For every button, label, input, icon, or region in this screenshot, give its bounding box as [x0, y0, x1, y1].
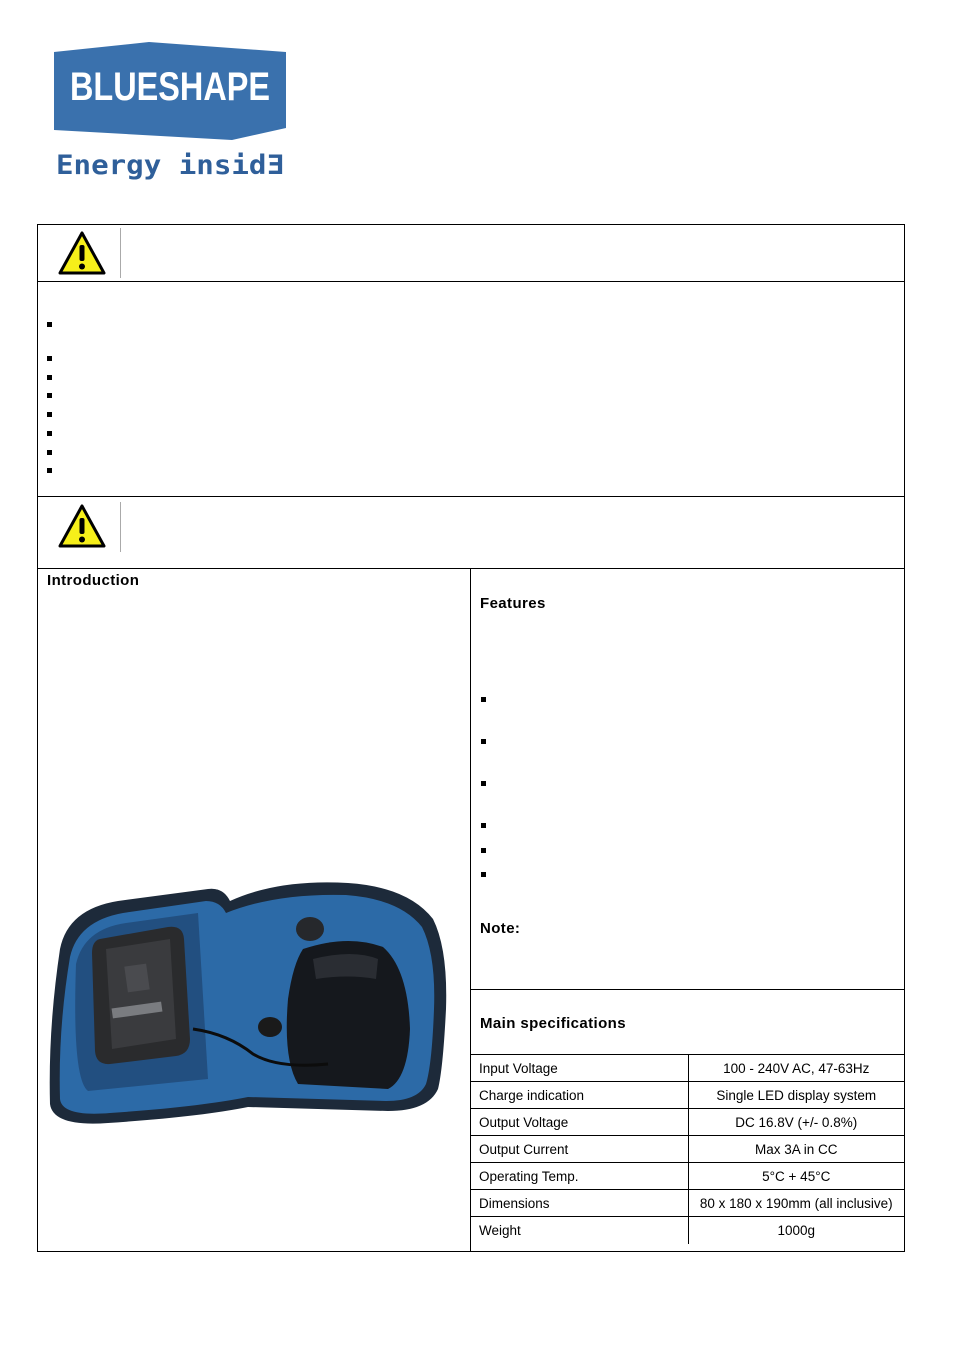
bullet-marker: [481, 739, 486, 744]
spec-label: Output Current: [471, 1136, 688, 1163]
table-row: [471, 1217, 904, 1244]
features-column: [471, 569, 904, 1251]
logo-registered-mark: ®: [274, 121, 282, 132]
bullet-marker: [47, 431, 52, 436]
spec-value: Single LED display system: [688, 1082, 904, 1109]
logo-tagline: Energy insidƎ: [56, 150, 284, 181]
spec-label: Input Voltage: [471, 1055, 688, 1082]
main-specifications-heading: Main specifications: [480, 1015, 626, 1032]
introduction-heading: Introduction: [47, 572, 140, 589]
warning-triangle-icon: [58, 503, 106, 549]
spec-label: Dimensions: [471, 1190, 688, 1217]
safety-bullet-list: [38, 282, 904, 496]
spec-value: 1000g: [688, 1217, 904, 1244]
table-row: [471, 1082, 904, 1109]
spec-label: Output Voltage: [471, 1109, 688, 1136]
table-row: [471, 1190, 904, 1217]
bullet-marker: [47, 375, 52, 380]
document-frame: [37, 224, 905, 1252]
blueshape-logo-graphic: [54, 42, 290, 182]
charger-bag-photo: [48, 879, 448, 1129]
spec-value: 80 x 180 x 190mm (all inclusive): [688, 1190, 904, 1217]
bullet-marker: [481, 781, 486, 786]
bullet-marker: [47, 468, 52, 473]
bullet-marker: [47, 412, 52, 417]
warning-separator: [120, 502, 121, 552]
bullet-marker: [481, 848, 486, 853]
logo-wordmark: BLUESHAPE: [70, 65, 270, 109]
spec-label: Operating Temp.: [471, 1163, 688, 1190]
spec-label: Charge indication: [471, 1082, 688, 1109]
bullet-marker: [47, 393, 52, 398]
brand-logo: [54, 42, 290, 182]
introduction-column: [38, 569, 471, 1251]
bullet-marker: [481, 697, 486, 702]
spec-value: Max 3A in CC: [688, 1136, 904, 1163]
spec-value: 5°C + 45°C: [688, 1163, 904, 1190]
bullet-marker: [47, 322, 52, 327]
warning-row-middle: [38, 496, 904, 569]
table-row: [471, 1163, 904, 1190]
spec-value: DC 16.8V (+/- 0.8%): [688, 1109, 904, 1136]
warning-row-top: [38, 225, 904, 282]
spec-value: 100 - 240V AC, 47-63Hz: [688, 1055, 904, 1082]
features-heading: Features: [480, 595, 546, 612]
table-row: [471, 1136, 904, 1163]
bullet-marker: [47, 450, 52, 455]
warning-triangle-icon: [58, 230, 106, 276]
warning-separator: [120, 228, 121, 278]
table-row: [471, 1055, 904, 1082]
spec-label: Weight: [471, 1217, 688, 1244]
table-row: [471, 1109, 904, 1136]
bullet-marker: [47, 356, 52, 361]
main-specifications-header: [471, 989, 904, 1054]
bullet-marker: [481, 823, 486, 828]
note-heading: Note:: [480, 920, 521, 937]
specifications-table: [471, 1054, 904, 1244]
bullet-marker: [481, 872, 486, 877]
